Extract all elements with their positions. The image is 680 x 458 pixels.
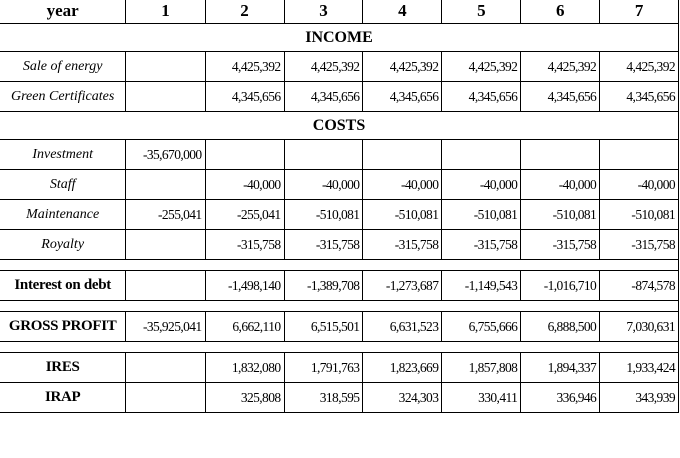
table-row-royalty: [0, 230, 679, 260]
value-cell: 4,345,656: [600, 82, 679, 112]
value-cell: -40,000: [442, 170, 521, 200]
value-cell: 4,345,656: [363, 82, 442, 112]
value-cell: -315,758: [284, 230, 363, 260]
year-header-label: year: [0, 0, 126, 24]
value-cell: -40,000: [521, 170, 600, 200]
spacer-cell: [0, 342, 679, 353]
value-cell: 4,425,392: [521, 52, 600, 82]
value-cell: 4,345,656: [442, 82, 521, 112]
value-cell: 6,515,501: [284, 312, 363, 342]
value-cell: 330,411: [442, 383, 521, 413]
value-cell: 1,933,424: [600, 353, 679, 383]
value-cell: 4,345,656: [521, 82, 600, 112]
value-cell: -874,578: [600, 271, 679, 301]
value-cell: -315,758: [442, 230, 521, 260]
value-cell: -510,081: [521, 200, 600, 230]
year-header-cell: 7: [600, 0, 679, 24]
income-section-row: [0, 24, 679, 52]
value-cell: 325,808: [205, 383, 284, 413]
value-cell: -255,041: [126, 200, 205, 230]
value-cell: [521, 140, 600, 170]
table-row-green-certificates: [0, 82, 679, 112]
year-header-row: [0, 0, 679, 24]
value-cell: -315,758: [600, 230, 679, 260]
value-cell: [126, 82, 205, 112]
value-cell: [205, 140, 284, 170]
value-cell: -35,670,000: [126, 140, 205, 170]
value-cell: [126, 383, 205, 413]
table-row-staff: [0, 170, 679, 200]
year-header-cell: 3: [284, 0, 363, 24]
value-cell: -510,081: [284, 200, 363, 230]
value-cell: 343,939: [600, 383, 679, 413]
table-row-interest-on-debt: [0, 271, 679, 301]
value-cell: 4,425,392: [600, 52, 679, 82]
value-cell: [600, 140, 679, 170]
spacer-row: [0, 342, 679, 353]
value-cell: -1,273,687: [363, 271, 442, 301]
row-label: Interest on debt: [0, 271, 126, 301]
year-header-cell: 1: [126, 0, 205, 24]
value-cell: [442, 140, 521, 170]
spacer-cell: [0, 260, 679, 271]
row-label: IRAP: [0, 383, 126, 413]
value-cell: [126, 170, 205, 200]
row-label: Royalty: [0, 230, 126, 260]
spacer-row: [0, 260, 679, 271]
row-label: Maintenance: [0, 200, 126, 230]
year-header-cell: 4: [363, 0, 442, 24]
value-cell: [284, 140, 363, 170]
value-cell: 6,631,523: [363, 312, 442, 342]
value-cell: [126, 271, 205, 301]
row-label: IRES: [0, 353, 126, 383]
value-cell: 1,894,337: [521, 353, 600, 383]
table-row-ires: [0, 353, 679, 383]
table-row-sale-of-energy: [0, 52, 679, 82]
value-cell: [126, 230, 205, 260]
value-cell: -1,498,140: [205, 271, 284, 301]
value-cell: 4,345,656: [284, 82, 363, 112]
table-row-gross-profit: [0, 312, 679, 342]
row-label: Green Certificates: [0, 82, 126, 112]
year-header-cell: 2: [205, 0, 284, 24]
value-cell: -40,000: [284, 170, 363, 200]
value-cell: [363, 140, 442, 170]
value-cell: [126, 353, 205, 383]
value-cell: -40,000: [600, 170, 679, 200]
value-cell: 318,595: [284, 383, 363, 413]
value-cell: -315,758: [363, 230, 442, 260]
value-cell: -315,758: [205, 230, 284, 260]
year-header-cell: 6: [521, 0, 600, 24]
value-cell: -510,081: [600, 200, 679, 230]
costs-section-title: COSTS: [0, 112, 679, 140]
value-cell: 4,425,392: [284, 52, 363, 82]
value-cell: 1,823,669: [363, 353, 442, 383]
spacer-cell: [0, 301, 679, 312]
value-cell: 6,888,500: [521, 312, 600, 342]
value-cell: 1,832,080: [205, 353, 284, 383]
value-cell: 4,425,392: [363, 52, 442, 82]
value-cell: -255,041: [205, 200, 284, 230]
row-label: GROSS PROFIT: [0, 312, 126, 342]
costs-section-row: [0, 112, 679, 140]
value-cell: 4,345,656: [205, 82, 284, 112]
table-row-irap: [0, 383, 679, 413]
value-cell: -315,758: [521, 230, 600, 260]
table-row-maintenance: [0, 200, 679, 230]
table-row-investment: [0, 140, 679, 170]
value-cell: 336,946: [521, 383, 600, 413]
row-label: Staff: [0, 170, 126, 200]
value-cell: -35,925,041: [126, 312, 205, 342]
value-cell: 6,662,110: [205, 312, 284, 342]
value-cell: -510,081: [363, 200, 442, 230]
value-cell: -1,016,710: [521, 271, 600, 301]
value-cell: -510,081: [442, 200, 521, 230]
value-cell: 4,425,392: [205, 52, 284, 82]
value-cell: -40,000: [205, 170, 284, 200]
value-cell: 1,857,808: [442, 353, 521, 383]
value-cell: 6,755,666: [442, 312, 521, 342]
row-label: Sale of energy: [0, 52, 126, 82]
value-cell: -1,389,708: [284, 271, 363, 301]
value-cell: -40,000: [363, 170, 442, 200]
value-cell: 7,030,631: [600, 312, 679, 342]
income-section-title: INCOME: [0, 24, 679, 52]
value-cell: 1,791,763: [284, 353, 363, 383]
value-cell: -1,149,543: [442, 271, 521, 301]
value-cell: 4,425,392: [442, 52, 521, 82]
row-label: Investment: [0, 140, 126, 170]
value-cell: [126, 52, 205, 82]
value-cell: 324,303: [363, 383, 442, 413]
spacer-row: [0, 301, 679, 312]
year-header-cell: 5: [442, 0, 521, 24]
